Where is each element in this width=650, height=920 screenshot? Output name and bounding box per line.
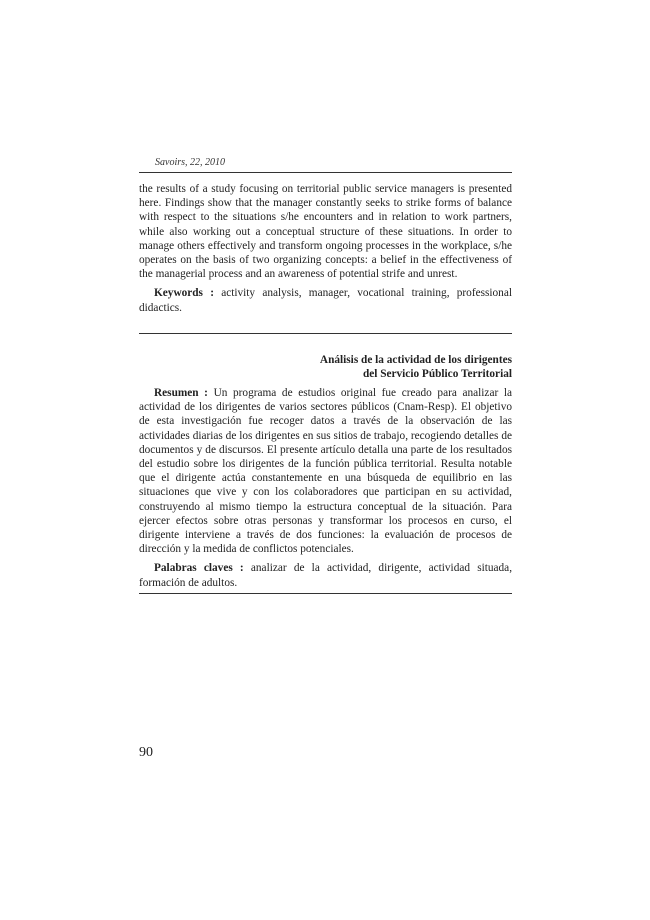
header-rule	[139, 172, 512, 173]
keywords-text: activity analysis, manager, vocational training, professional didactics.	[139, 287, 512, 314]
title-line-2: del Servicio Público Territorial	[362, 368, 512, 381]
section-rule-top	[139, 333, 512, 334]
resumen-text: Un programa de estudios original fue creado para analizar la actividad de los dirigentes de varios sectores públicos (Cnam-Resp). El objetivo de esta investigación fue recoger datos a través de la observación de las actividades diarias de los dirigentes en sus sitios de trabajo, recogiendo detalles de documentos y de discursos. El presente artículo detalla una parte de los resultados del estudio sobre los dirigentes de la función pública territorial. Resulta notable que el dirigente actúa constantemente en una búsqueda de equilibrio en las situaciones que vive y con los colaboradores que participan en su actividad, construyendo al mismo tiempo la estructura conceptual de la situación. Para ejercer efectos sobre otras personas y transformar los procesos en curso, el dirigente interviene a través de dos funciones: la evaluación de procesos de dirección y la medida de conflictos potenciales.	[139, 387, 513, 556]
palabras-paragraph	[139, 561, 512, 589]
running-header: Savoirs, 22, 2010	[155, 157, 225, 168]
keywords-paragraph	[139, 286, 512, 314]
abstract-text: the results of a study focusing on territorial public service managers is presented here. Findings show that the manager constantly seeks to strike forms of balance with respect to the situations s/he encounters and in relation to work partners, while also working out a conceptual structure of these situations. In order to manage others effectively and transform ongoing processes in the workplace, s/he operates on the basis of two organizing concepts: a belief in the effectiveness of the managerial process and an awareness of potential strife and unrest.	[139, 183, 512, 281]
spanish-abstract	[139, 386, 512, 590]
english-abstract	[139, 182, 512, 315]
section-rule-bottom	[139, 593, 512, 594]
resumen-paragraph	[139, 386, 512, 556]
palabras-text: analizar de la actividad, dirigente, actividad situada, formación de adultos.	[139, 562, 513, 589]
palabras-label: Palabras claves :	[154, 562, 244, 575]
resumen-label: Resumen :	[154, 387, 208, 399]
page-number: 90	[139, 745, 153, 760]
keywords-label: Keywords :	[154, 287, 214, 300]
spanish-title	[139, 353, 512, 382]
title-line-1: Análisis de la actividad de los dirigentes	[319, 354, 512, 366]
